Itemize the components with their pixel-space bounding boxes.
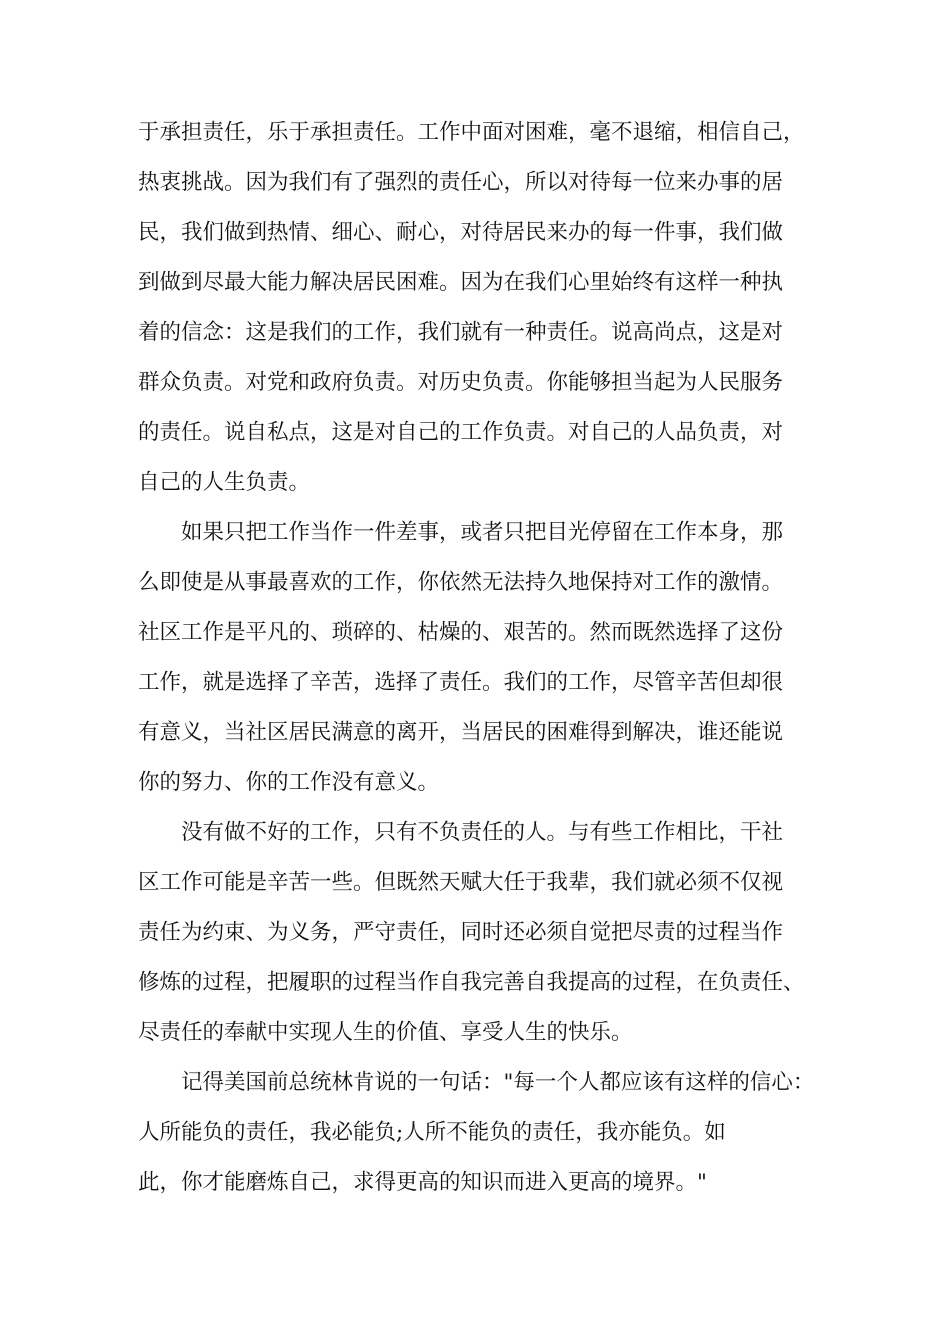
text-line: 有意义，当社区居民满意的离开，当居民的困难得到解决，谁还能说 <box>138 720 784 745</box>
text-line: 责任为约束、为义务，严守责任，同时还必须自觉把尽责的过程当作 <box>138 920 784 945</box>
text-line: 如果只把工作当作一件差事，或者只把目光停留在工作本身，那 <box>181 520 784 545</box>
text-line: 工作，就是选择了辛苦，选择了责任。我们的工作，尽管辛苦但却很 <box>138 670 784 695</box>
text-line: 的责任。说自私点，这是对自己的工作负责。对自己的人品负责，对 <box>138 420 784 445</box>
text-line: 社区工作是平凡的、琐碎的、枯燥的、艰苦的。然而既然选择了这份 <box>138 620 784 645</box>
text-line: 记得美国前总统林肯说的一句话："每一个人都应该有这样的信心： <box>181 1070 815 1095</box>
text-line: 尽责任的奉献中实现人生的价值、享受人生的快乐。 <box>138 1020 633 1045</box>
text-line: 于承担责任，乐于承担责任。工作中面对困难，毫不退缩，相信自己， <box>138 120 805 145</box>
text-line: 到做到尽最大能力解决居民困难。因为在我们心里始终有这样一种执 <box>138 270 784 295</box>
text-line: 热衷挑战。因为我们有了强烈的责任心，所以对待每一位来办事的居 <box>138 170 784 195</box>
text-line: 人所能负的责任，我必能负;人所不能负的责任，我亦能负。如 <box>138 1120 726 1145</box>
text-line: 没有做不好的工作，只有不负责任的人。与有些工作相比，干社 <box>181 820 784 845</box>
text-line: 么即使是从事最喜欢的工作，你依然无法持久地保持对工作的激情。 <box>138 570 784 595</box>
text-line: 区工作可能是辛苦一些。但既然天赋大任于我辈，我们就必须不仅视 <box>138 870 784 895</box>
text-line: 此，你才能磨炼自己，求得更高的知识而进入更高的境界。" <box>138 1170 707 1195</box>
text-line: 群众负责。对党和政府负责。对历史负责。你能够担当起为人民服务 <box>138 370 784 395</box>
text-line: 自己的人生负责。 <box>138 470 311 495</box>
text-line: 修炼的过程，把履职的过程当作自我完善自我提高的过程，在负责任、 <box>138 970 805 995</box>
text-line: 民，我们做到热情、细心、耐心，对待居民来办的每一件事，我们做 <box>138 220 784 245</box>
text-line: 你的努力、你的工作没有意义。 <box>138 770 440 795</box>
text-line: 着的信念：这是我们的工作，我们就有一种责任。说高尚点，这是对 <box>138 320 784 345</box>
